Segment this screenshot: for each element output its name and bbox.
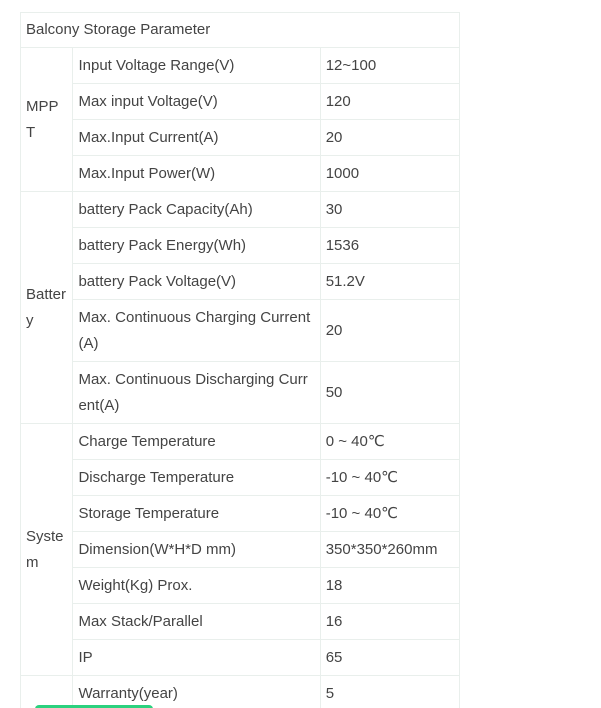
- param-value: 65: [320, 640, 459, 676]
- table-row: [21, 300, 460, 362]
- param-name: Storage Temperature: [73, 496, 320, 532]
- table-row: [21, 228, 460, 264]
- table-title: Balcony Storage Parameter: [21, 13, 460, 48]
- param-value: 350*350*260mm: [320, 532, 459, 568]
- group-label-system: System: [21, 424, 73, 676]
- param-name: Weight(Kg) Prox.: [73, 568, 320, 604]
- param-name: Warranty(year): [73, 676, 320, 708]
- param-value: 120: [320, 84, 459, 120]
- table-row: [21, 532, 460, 568]
- param-value: 1536: [320, 228, 459, 264]
- param-name: battery Pack Voltage(V): [73, 264, 320, 300]
- table-row: [21, 264, 460, 300]
- param-name: Max.Input Current(A): [73, 120, 320, 156]
- param-name: IP: [73, 640, 320, 676]
- param-value: 0 ~ 40℃: [320, 424, 459, 460]
- param-value: 51.2V: [320, 264, 459, 300]
- param-value: 12~100: [320, 48, 459, 84]
- param-name: Max.Input Power(W): [73, 156, 320, 192]
- param-value: 16: [320, 604, 459, 640]
- table-row: [21, 640, 460, 676]
- param-name: Max. Continuous Discharging Current(A): [73, 362, 320, 424]
- param-value: 20: [320, 300, 459, 362]
- group-label-empty: [21, 676, 73, 708]
- param-name: Max Stack/Parallel: [73, 604, 320, 640]
- table-row: [21, 48, 460, 84]
- param-value: -10 ~ 40℃: [320, 496, 459, 532]
- parameter-table: [20, 12, 460, 708]
- table-row: [21, 192, 460, 228]
- table-row: [21, 156, 460, 192]
- table-row: [21, 496, 460, 532]
- param-name: Max input Voltage(V): [73, 84, 320, 120]
- table-row: [21, 460, 460, 496]
- group-label-mppt: MPPT: [21, 48, 73, 192]
- group-label-battery: Battery: [21, 192, 73, 424]
- table-row: [21, 84, 460, 120]
- table-title-row: [21, 13, 460, 48]
- table-row: [21, 362, 460, 424]
- table-row: [21, 604, 460, 640]
- table-row: [21, 568, 460, 604]
- table-row: [21, 120, 460, 156]
- param-value: 30: [320, 192, 459, 228]
- param-name: battery Pack Capacity(Ah): [73, 192, 320, 228]
- param-value: 18: [320, 568, 459, 604]
- param-name: Input Voltage Range(V): [73, 48, 320, 84]
- param-value: 5: [320, 676, 459, 708]
- param-value: 1000: [320, 156, 459, 192]
- param-value: 20: [320, 120, 459, 156]
- param-value: -10 ~ 40℃: [320, 460, 459, 496]
- param-name: Max. Continuous Charging Current(A): [73, 300, 320, 362]
- param-name: Discharge Temperature: [73, 460, 320, 496]
- param-name: Dimension(W*H*D mm): [73, 532, 320, 568]
- table-row: [21, 424, 460, 460]
- param-name: Charge Temperature: [73, 424, 320, 460]
- param-name: battery Pack Energy(Wh): [73, 228, 320, 264]
- table-row: [21, 676, 460, 708]
- param-value: 50: [320, 362, 459, 424]
